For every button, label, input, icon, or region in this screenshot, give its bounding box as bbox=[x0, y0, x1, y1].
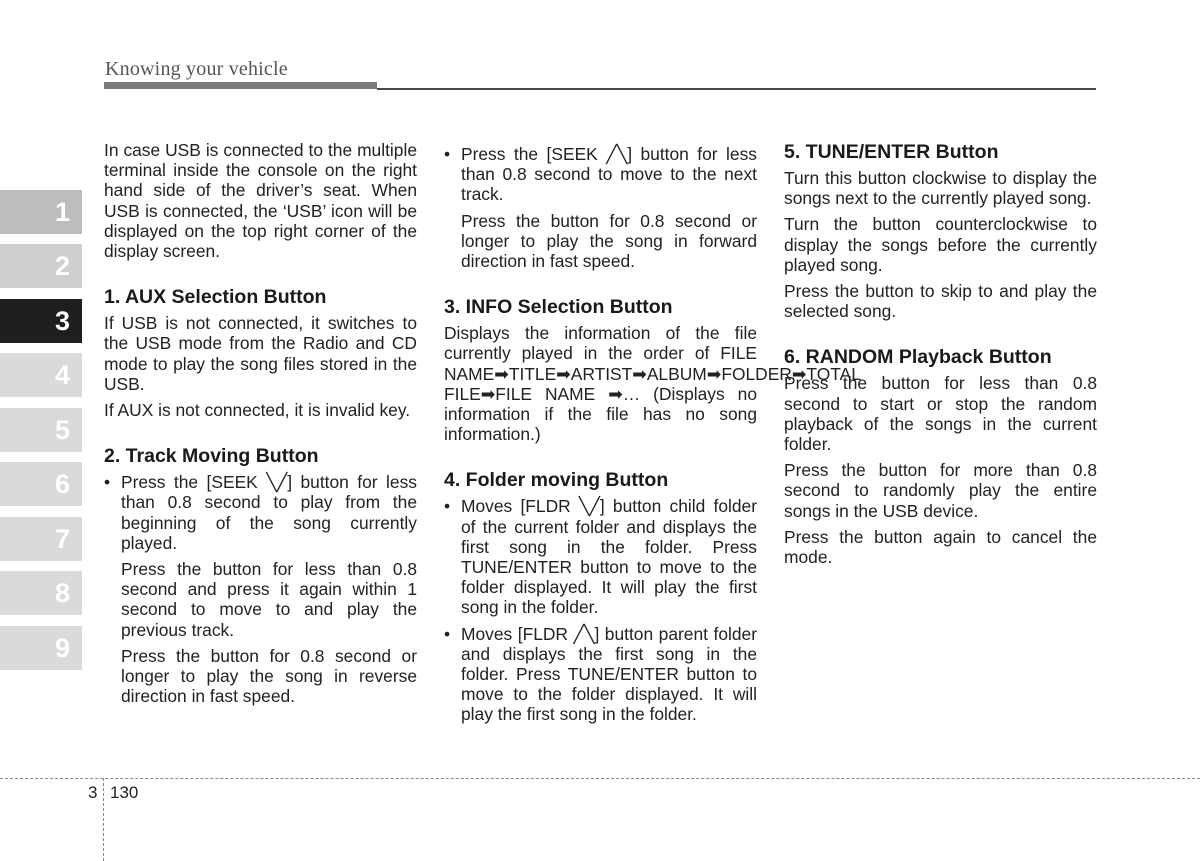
random-playback-heading: 6. RANDOM Playback Button bbox=[784, 346, 1052, 369]
chapter-tab-2[interactable]: 2 bbox=[0, 244, 82, 288]
usb-intro-paragraph: In case USB is connected to the multiple terminal inside the console on the right hand side of the driver’s seat. When USB is connected, the ‘USB’ icon will be displayed on the top right corner of the display screen. bbox=[104, 140, 417, 262]
seek-down-paragraph-3: Press the button for 0.8 second or longer to play the song in reverse direction in fast speed. bbox=[121, 645, 417, 707]
seek-up-paragraph-2: Press the button for 0.8 second or longer to play the song in forward direction in fast speed. bbox=[461, 210, 757, 272]
chapter-tab-8[interactable]: 8 bbox=[0, 571, 82, 615]
column-3 bbox=[784, 140, 1097, 573]
chapter-tab-4[interactable]: 4 bbox=[0, 353, 82, 397]
seek-down-paragraph-2: Press the button for less than 0.8 second and press it again within 1 second to move to and play the previous track. bbox=[121, 559, 417, 640]
header-rule-thick bbox=[104, 82, 377, 89]
chapter-tab-1[interactable]: 1 bbox=[0, 190, 82, 234]
folder-down-bullet: • Moves [FLDR ╲╱] button child folder of the current folder and displays the first song in the folder. Press TUNE/ENTER button to move to the folder displayed. It will play the first song in the folder. bbox=[444, 496, 757, 617]
seek-up-bullet: • Press the [SEEK ╱╲] button for less than 0.8 second to move to the next track. bbox=[444, 144, 757, 205]
footer-rule bbox=[0, 778, 1200, 779]
chapter-tab-9[interactable]: 9 bbox=[0, 626, 82, 670]
header-title: Knowing your vehicle bbox=[105, 58, 288, 80]
chapter-tab-7[interactable]: 7 bbox=[0, 517, 82, 561]
chapter-tab-6[interactable]: 6 bbox=[0, 462, 82, 506]
tune-enter-heading: 5. TUNE/ENTER Button bbox=[784, 141, 999, 163]
header-rule-thin bbox=[377, 88, 1096, 90]
footer-vertical-rule bbox=[103, 778, 104, 861]
tune-enter-paragraph-3: Press the button to skip to and play the selected song. bbox=[784, 281, 1097, 322]
aux-selection-paragraph-2: If AUX is not connected, it is invalid key. bbox=[104, 400, 411, 421]
page-chapter-number: 3 bbox=[88, 783, 98, 802]
chapter-tab-3[interactable]: 3 bbox=[0, 299, 82, 343]
chapter-tab-5[interactable]: 5 bbox=[0, 408, 82, 452]
tune-enter-paragraph-1: Turn this button clockwise to display the songs next to the currently played song. bbox=[784, 168, 1097, 209]
aux-selection-heading: 1. AUX Selection Button bbox=[104, 286, 327, 309]
column-1 bbox=[104, 140, 417, 712]
folder-moving-heading: 4. Folder moving Button bbox=[444, 469, 669, 492]
random-playback-paragraph-1: Press the button for less than 0.8 second to start or stop the random playback of the songs in the current folder. bbox=[784, 373, 1097, 455]
info-selection-paragraph: Displays the information of the file currently played in the order of FILE NAME➡TITLE➡ARTIST➡ALBUM➡FOLDER➡TOTAL FILE➡FILE NAME ➡… (Displays no information if the file has no song information.) bbox=[444, 323, 861, 445]
page-number: 130 bbox=[110, 783, 139, 802]
tune-enter-paragraph-2: Turn the button counterclockwise to display the songs before the currently played song. bbox=[784, 214, 1097, 275]
random-playback-paragraph-3: Press the button again to cancel the mode. bbox=[784, 526, 1097, 568]
aux-selection-paragraph-1: If USB is not connected, it switches to the USB mode from the Radio and CD mode to play the song files stored in the USB. bbox=[104, 313, 417, 394]
info-selection-heading: 3. INFO Selection Button bbox=[444, 296, 673, 319]
track-moving-heading: 2. Track Moving Button bbox=[104, 445, 319, 468]
random-playback-paragraph-2: Press the button for more than 0.8 second to randomly play the entire songs in the USB device. bbox=[784, 460, 1097, 521]
folder-up-bullet: • Moves [FLDR ╱╲] button parent folder and displays the first song in the folder. Press TUNE/ENTER button to move to the folder displayed. It will play the first song in the folder. bbox=[444, 624, 757, 725]
seek-down-bullet: • Press the [SEEK ╲╱] button for less than 0.8 second to play from the beginning of the song currently played. bbox=[104, 472, 417, 553]
column-2 bbox=[444, 144, 861, 731]
